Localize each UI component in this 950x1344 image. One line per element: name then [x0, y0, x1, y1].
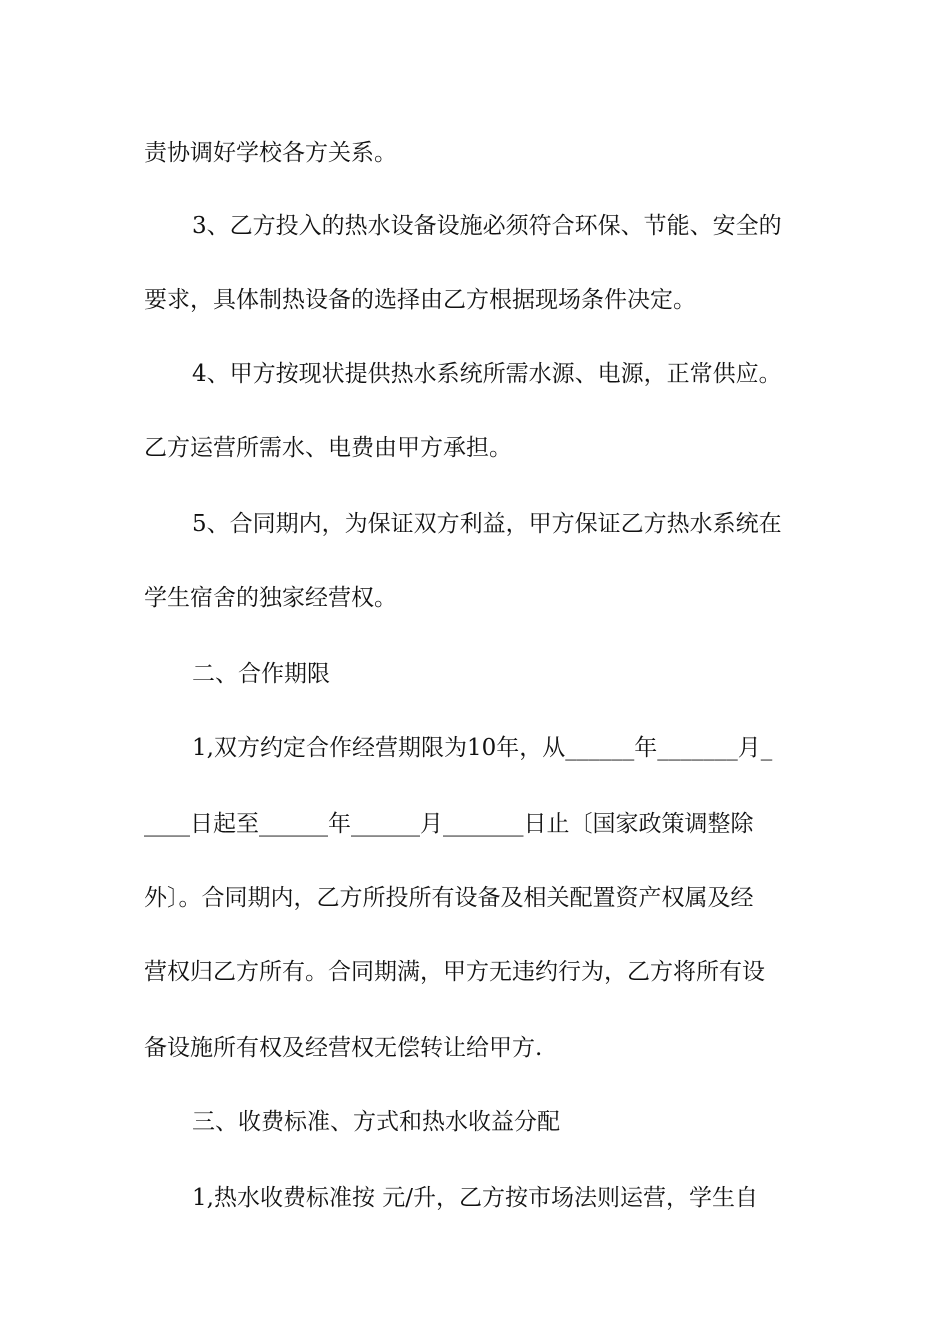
fee-line-1: 1,热水收费标准按 元/升，乙方按市场法则运营，学生自 [192, 1185, 759, 1211]
section-heading-2: 二、合作期限 [192, 661, 330, 687]
clause-4-line-2: 乙方运营所需水、电费由甲方承担。 [144, 435, 512, 461]
clause-5-line-2: 学生宿舍的独家经营权。 [144, 585, 397, 611]
term-line-2: ____日起至______年______月_______日止〔国家政策调整除 [144, 811, 754, 837]
term-line-5: 备设施所有权及经营权无偿转让给甲方. [144, 1035, 543, 1061]
term-line-4: 营权归乙方所有。合同期满，甲方无违约行为，乙方将所有设 [144, 959, 765, 985]
clause-3-line-2: 要求，具体制热设备的选择由乙方根据现场条件决定。 [144, 287, 696, 313]
term-line-3: 外〕。合同期内，乙方所投所有设备及相关配置资产权属及经 [144, 885, 754, 911]
clause-3-line-1: 3、乙方投入的热水设备设施必须符合环保、节能、安全的 [192, 213, 782, 239]
clause-4-line-1: 4、甲方按现状提供热水系统所需水源、电源，正常供应。 [192, 361, 782, 387]
term-line-1: 1,双方约定合作经营期限为10年，从______年_______月_ [192, 735, 773, 761]
section-heading-3: 三、收费标准、方式和热水收益分配 [192, 1109, 560, 1135]
text-line-1: 责协调好学校各方关系。 [144, 140, 397, 166]
clause-5-line-1: 5、合同期内，为保证双方利益，甲方保证乙方热水系统在 [192, 511, 782, 537]
